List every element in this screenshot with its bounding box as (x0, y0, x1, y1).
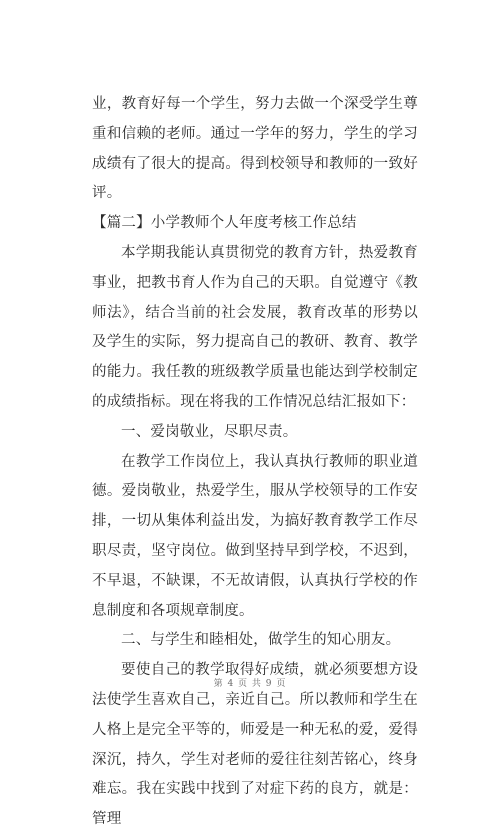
subheading-1: 一、爱岗敬业，尽职尽责。 (121, 423, 298, 440)
body-text (92, 90, 418, 835)
paragraph-2: 在教学工作岗位上，我认真执行教师的职业道德。爱岗敬业，热爱学生，服从学校领导的工作安排，一切从集体利益出发，为搞好教育教学工作尽职尽责，坚守岗位。做到坚持早到学校，不迟到，不早退，不缺课，不无故请假，认真执行学校的作息制度和各项规章制度。 (92, 453, 418, 619)
subheading-2: 二、与学生和睦相处，做学生的知心朋友。 (121, 632, 401, 649)
paragraph-1: 业，教育好每一个学生，努力去做一个深受学生尊重和信赖的老师。通过一学年的努力，学生的学习成绩有了很大的提高。得到校领导和教师的一致好评。 (92, 96, 418, 202)
section-heading: 【篇二】小学教师个人年度考核工作总结 (92, 215, 357, 232)
paragraph-3: 要使自己的教学取得好成绩，就必须要想方设法使学生喜欢自己，亲近自己。所以教师和学生在人格上是完全平等的，师爱是一种无私的爱，爱得深沉，持久，学生对老师的爱往往刻苦铭心，终身难忘。我在实践中找到了对症下药的良方，就是：管理 (92, 662, 418, 828)
page-number: 第 4 页 共 9 页 (213, 679, 287, 689)
paragraph-intro: 本学期我能认真贯彻党的教育方针，热爱教育事业，把教书育人作为自己的天职。自觉遵守《教师法》，结合当前的社会发展，教育改革的形势以及学生的实际，努力提高自己的教研、教育、教学的能力。我任教的班级教学质量也能达到学校制定的成绩指标。现在将我的工作情况总结汇报如下： (92, 244, 418, 410)
